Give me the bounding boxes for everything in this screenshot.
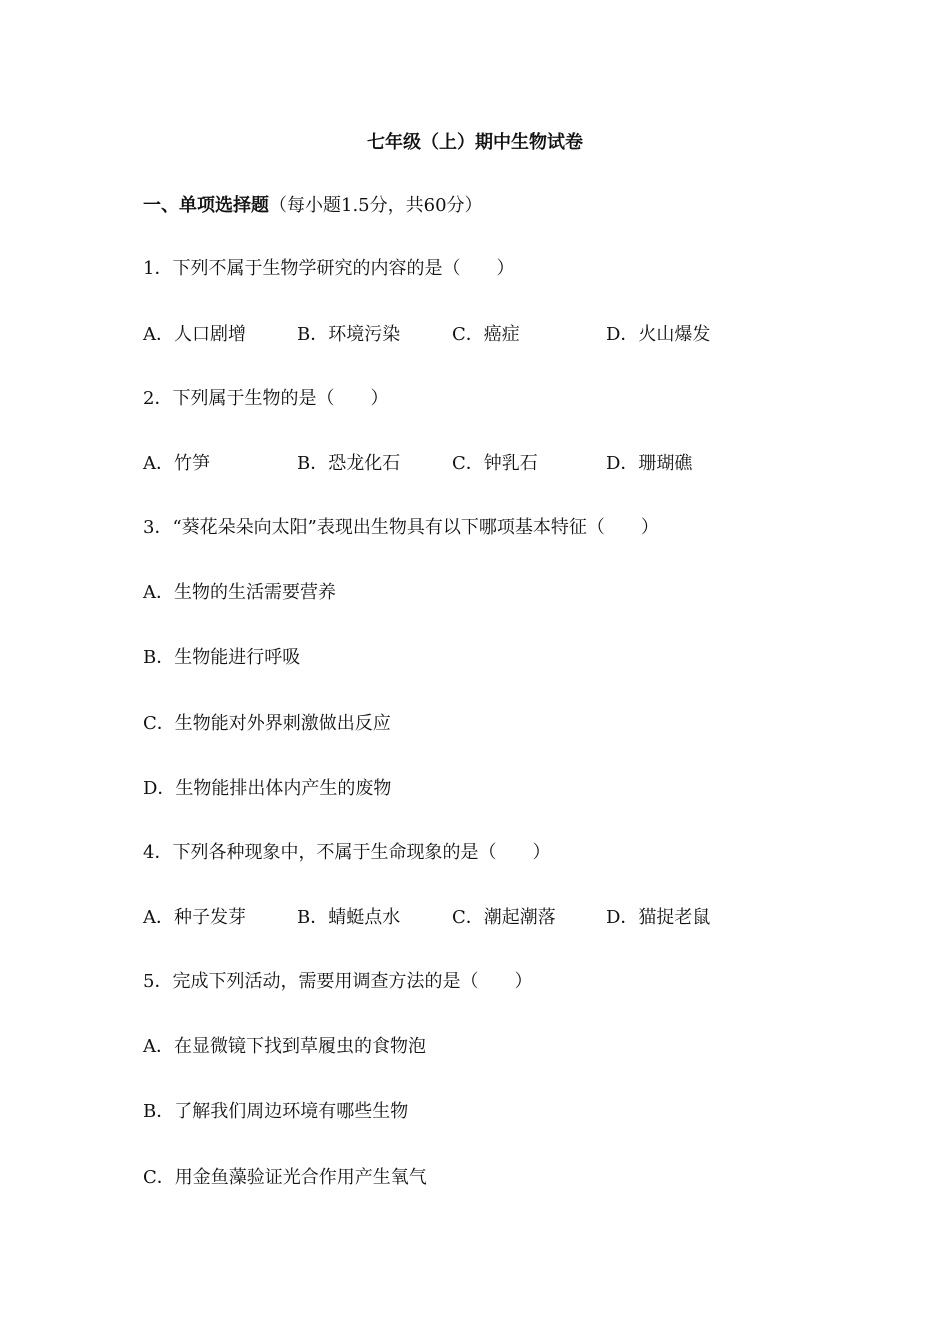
- question-1-option-d: D．火山爆发: [606, 324, 711, 345]
- question-2-option-b: B．恐龙化石: [297, 453, 401, 474]
- question-1-stem: 1．下列不属于生物学研究的内容的是（ ）: [143, 258, 515, 279]
- question-1-option-b: B．环境污染: [297, 324, 401, 345]
- question-4-option-b: B．蜻蜓点水: [297, 907, 401, 928]
- question-5-option-b: B．了解我们周边环境有哪些生物: [143, 1101, 409, 1122]
- question-2-option-a: A．竹笋: [143, 453, 210, 474]
- section-title: 一、单项选择题: [143, 195, 269, 216]
- question-5-option-c: C．用金鱼藻验证光合作用产生氧气: [143, 1167, 427, 1188]
- question-2-option-d: D．珊瑚礁: [606, 453, 693, 474]
- question-2-stem: 2．下列属于生物的是（ ）: [143, 388, 389, 409]
- question-5-option-a: A．在显微镜下找到草履虫的食物泡: [143, 1036, 426, 1057]
- question-3-option-a: A．生物的生活需要营养: [143, 582, 336, 603]
- question-4-stem: 4．下列各种现象中，不属于生命现象的是（ ）: [143, 842, 551, 863]
- question-3-stem: 3．“葵花朵朵向太阳”表现出生物具有以下哪项基本特征（ ）: [143, 517, 659, 538]
- question-3-option-d: D．生物能排出体内产生的废物: [143, 778, 392, 799]
- question-3-option-b: B．生物能进行呼吸: [143, 647, 301, 668]
- question-4-option-d: D．猫捉老鼠: [606, 907, 711, 928]
- question-1-option-c: C．癌症: [452, 324, 520, 345]
- question-2-option-c: C．钟乳石: [452, 453, 538, 474]
- question-4-option-a: A．种子发芽: [143, 907, 246, 928]
- section-heading: [143, 194, 483, 218]
- question-1-option-a: A．人口剧增: [143, 324, 246, 345]
- question-3-option-c: C．生物能对外界刺激做出反应: [143, 713, 391, 734]
- question-5-stem: 5．完成下列活动，需要用调查方法的是（ ）: [143, 971, 533, 992]
- page-title: 七年级（上）期中生物试卷: [367, 132, 583, 153]
- question-4-option-c: C．潮起潮落: [452, 907, 556, 928]
- section-note: （每小题1.5分，共60分）: [269, 195, 483, 216]
